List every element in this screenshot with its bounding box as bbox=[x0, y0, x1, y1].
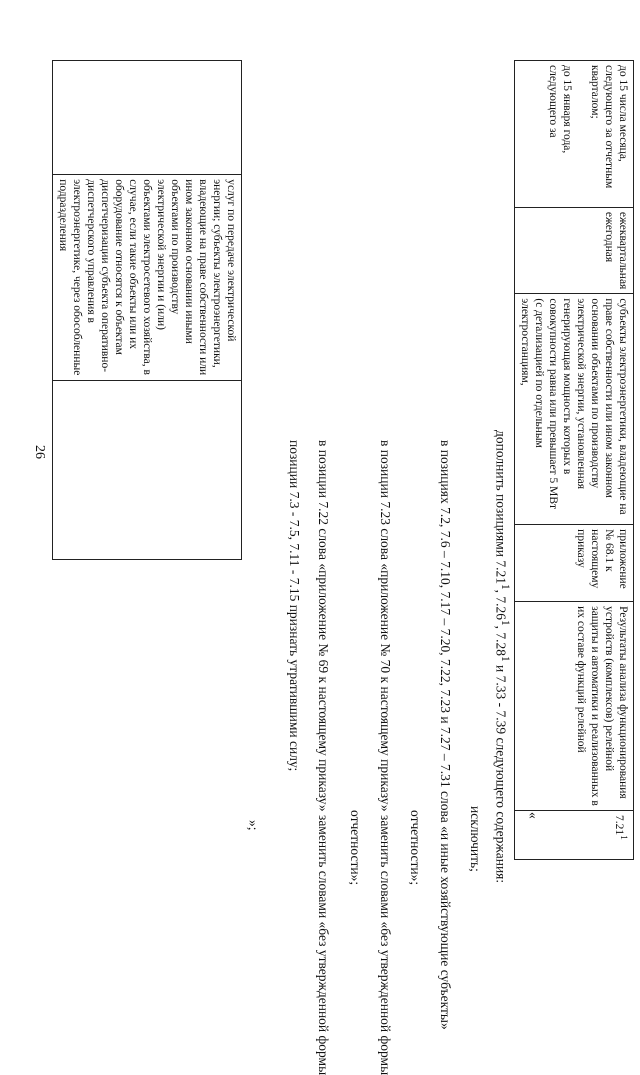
paragraph-4: в позициях 7.2, 7.6 – 7.10, 7.17 – 7.20, 7.22, 7.23 и 7.27 – 7.31 слова «и иные хозяйствующие субъекты» bbox=[438, 440, 453, 1030]
name-cell: Результаты анализа функционирования устройств (комплексов) релейной защиты и автоматики и реализованных в их составе функций релейной bbox=[515, 602, 634, 811]
position-number-cell bbox=[515, 811, 634, 860]
supplement-mid-2: , 7.28 bbox=[493, 625, 509, 656]
supplement-suffix: и 7.33 - 7.39 следующего содержания: bbox=[493, 661, 509, 884]
deadline-2: до 15 января года, следующего за bbox=[547, 65, 573, 154]
supplement-sup-3: 1 bbox=[499, 656, 511, 662]
opening-quote: « bbox=[526, 812, 541, 819]
top-table-cell-1 bbox=[53, 61, 242, 175]
top-table-cell-3 bbox=[53, 381, 242, 560]
top-table-cell-2: услуг по передаче электрической энергии; субъекты электроэнергетики, владеющие на праве собственности или ином законном основании иными объектами по производству электрической энергии и (или) объектами электросетевого хозяйства, в случае, если такие объекты или их оборудование относятся к объектам диспетчеризации субъекта оперативно-диспетчерского управления в электроэнергетике, через обособленные подразделения bbox=[53, 175, 242, 381]
supplement-sentence bbox=[492, 430, 515, 883]
paragraph-3: в позиции 7.23 слова «приложение № 70 к настоящему приказу» заменить словами «без утвержденной формы bbox=[378, 440, 393, 1075]
table-row bbox=[515, 61, 634, 860]
paragraph-2-continuation: отчетности»; bbox=[348, 810, 363, 886]
page-number: 26 bbox=[32, 445, 47, 459]
supplement-sup-2: 1 bbox=[499, 620, 511, 626]
supplement-prefix: дополнить позициями 7.21 bbox=[493, 430, 509, 584]
position-number-sup: 1 bbox=[618, 835, 629, 840]
deadline-1: до 15 числа месяца, следующего за отчетным кварталом; bbox=[589, 65, 629, 189]
closing-quote: »; bbox=[246, 820, 261, 831]
paragraph-1: позиции 7.3 - 7.5, 7.11 - 7.15 признать утратившими силу; bbox=[287, 440, 302, 772]
supplement-mid-1: , 7.26 bbox=[493, 589, 509, 620]
position-number: 7.21 bbox=[613, 815, 626, 836]
bottom-table bbox=[514, 60, 634, 860]
top-table bbox=[52, 60, 242, 560]
periodicity-cell: ежеквартальная ежегодная bbox=[515, 207, 634, 293]
subjects-cell: субъекты электроэнергетики, владеющие на праве собственности или ином законном основании объектами по производству электрической энергии, установленная генерирующая мощность которых в совокупности равна или превышает 5 МВт (с детализацией по отдельным электростанциям, bbox=[515, 294, 634, 525]
paragraph-3-continuation: отчетности»; bbox=[408, 810, 423, 886]
deadline-cell bbox=[515, 61, 634, 208]
paragraph-2: в позиции 7.22 слова «приложение № 69 к настоящему приказу» заменить словами «без утвержденной формы bbox=[316, 440, 331, 1075]
paragraph-4-continuation: исключить; bbox=[468, 806, 483, 872]
supplement-sup-1: 1 bbox=[499, 584, 511, 590]
form-cell: приложение № 68.1 к настоящему приказу bbox=[515, 525, 634, 602]
